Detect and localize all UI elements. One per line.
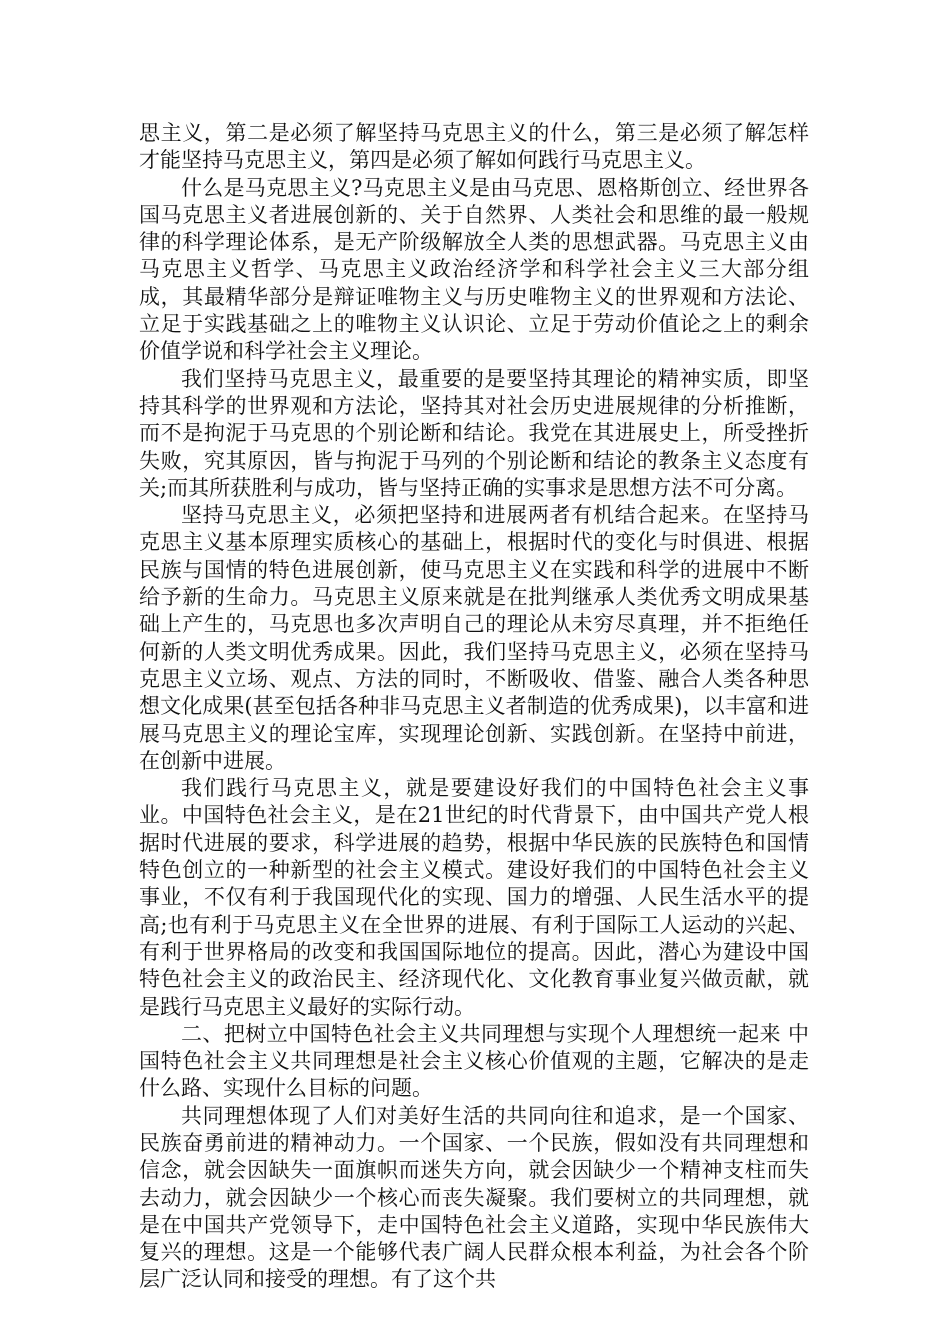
paragraph-continuation: 思主义，第二是必须了解坚持马克思主义的什么，第三是必须了解怎样才能坚持马克思主义，第四是必须了解如何践行马克思主义。	[139, 121, 809, 173]
paragraph-practice-marxism: 我们践行马克思主义，就是要建设好我们的中国特色社会主义事业。中国特色社会主义，是在21世纪的时代背景下，由中国共产党人根据时代进展的要求，科学进展的趋势，根据中华民族的民族特色和国情特色创立的一种新型的社会主义模式。建设好我们的中国特色社会主义事业，不仅有利于我国现代化的实现、国力的增强、人民生活水平的提高;也有利于马克思主义在全世界的进展、有利于国际工人运动的兴起、有利于世界格局的改变和我国国际地位的提高。因此，潜心为建设中国特色社会主义的政治民主、经济现代化、文化教育事业复兴做贡献，就是践行马克思主义最好的实际行动。	[139, 776, 809, 1019]
paragraph-common-ideal: 共同理想体现了人们对美好生活的共同向往和追求，是一个国家、民族奋勇前进的精神动力。一个国家、一个民族，假如没有共同理想和信念，就会因缺失一面旗帜而迷失方向，就会因缺少一个精神支柱而失去动力，就会因缺少一个核心而丧失凝聚。我们要树立的共同理想，就是在中国共产党领导下，走中国特色社会主义道路，实现中华民族伟大复兴的理想。这是一个能够代表广阔人民群众根本利益，为社会各个阶层广泛认同和接受的理想。有了这个共	[139, 1103, 809, 1292]
paragraph-what-is-marxism: 什么是马克思主义?马克思主义是由马克思、恩格斯创立、经世界各国马克思主义者进展创新的、关于自然界、人类社会和思维的最一般规律的科学理论体系，是无产阶级解放全人类的思想武器。马克思主义由马克思主义哲学、马克思主义政治经济学和科学社会主义三大部分组成，其最精华部分是辩证唯物主义与历史唯物主义的世界观和方法论、立足于实践基础之上的唯物主义认识论、立足于劳动价值论之上的剩余价值学说和科学社会主义理论。	[139, 175, 809, 364]
paragraph-spiritual-essence: 我们坚持马克思主义，最重要的是要坚持其理论的精神实质，即坚持其科学的世界观和方法论，坚持其对社会历史进展规律的分析推断，而不是拘泥于马克思的个别论断和结论。我党在其进展史上，所受挫折失败，究其原因，皆与拘泥于马列的个别论断和结论的教条主义态度有关;而其所获胜利与成功，皆与坚持正确的实事求是思想方法不可分离。	[139, 366, 809, 500]
paragraph-section-two-heading: 二、把树立中国特色社会主义共同理想与实现个人理想统一起来 中国特色社会主义共同理想是社会主义核心价值观的主题，它解决的是走什么路、实现什么目标的问题。	[139, 1021, 809, 1101]
paragraph-uphold-and-develop: 坚持马克思主义，必须把坚持和进展两者有机结合起来。在坚持马克思主义基本原理实质核心的基础上，根据时代的变化与时俱进、根据民族与国情的特色进展创新，使马克思主义在实践和科学的进展中不断给予新的生命力。马克思主义原来就是在批判继承人类优秀文明成果基础上产生的，马克思也多次声明自己的理论从未穷尽真理，并不拒绝任何新的人类文明优秀成果。因此，我们坚持马克思主义，必须在坚持马克思主义立场、观点、方法的同时，不断吸收、借鉴、融合人类各种思想文化成果(甚至包括各种非马克思主义者制造的优秀成果)，以丰富和进展马克思主义的理论宝库，实现理论创新、实践创新。在坚持中前进，在创新中进展。	[139, 503, 809, 773]
document-body	[139, 120, 809, 1294]
